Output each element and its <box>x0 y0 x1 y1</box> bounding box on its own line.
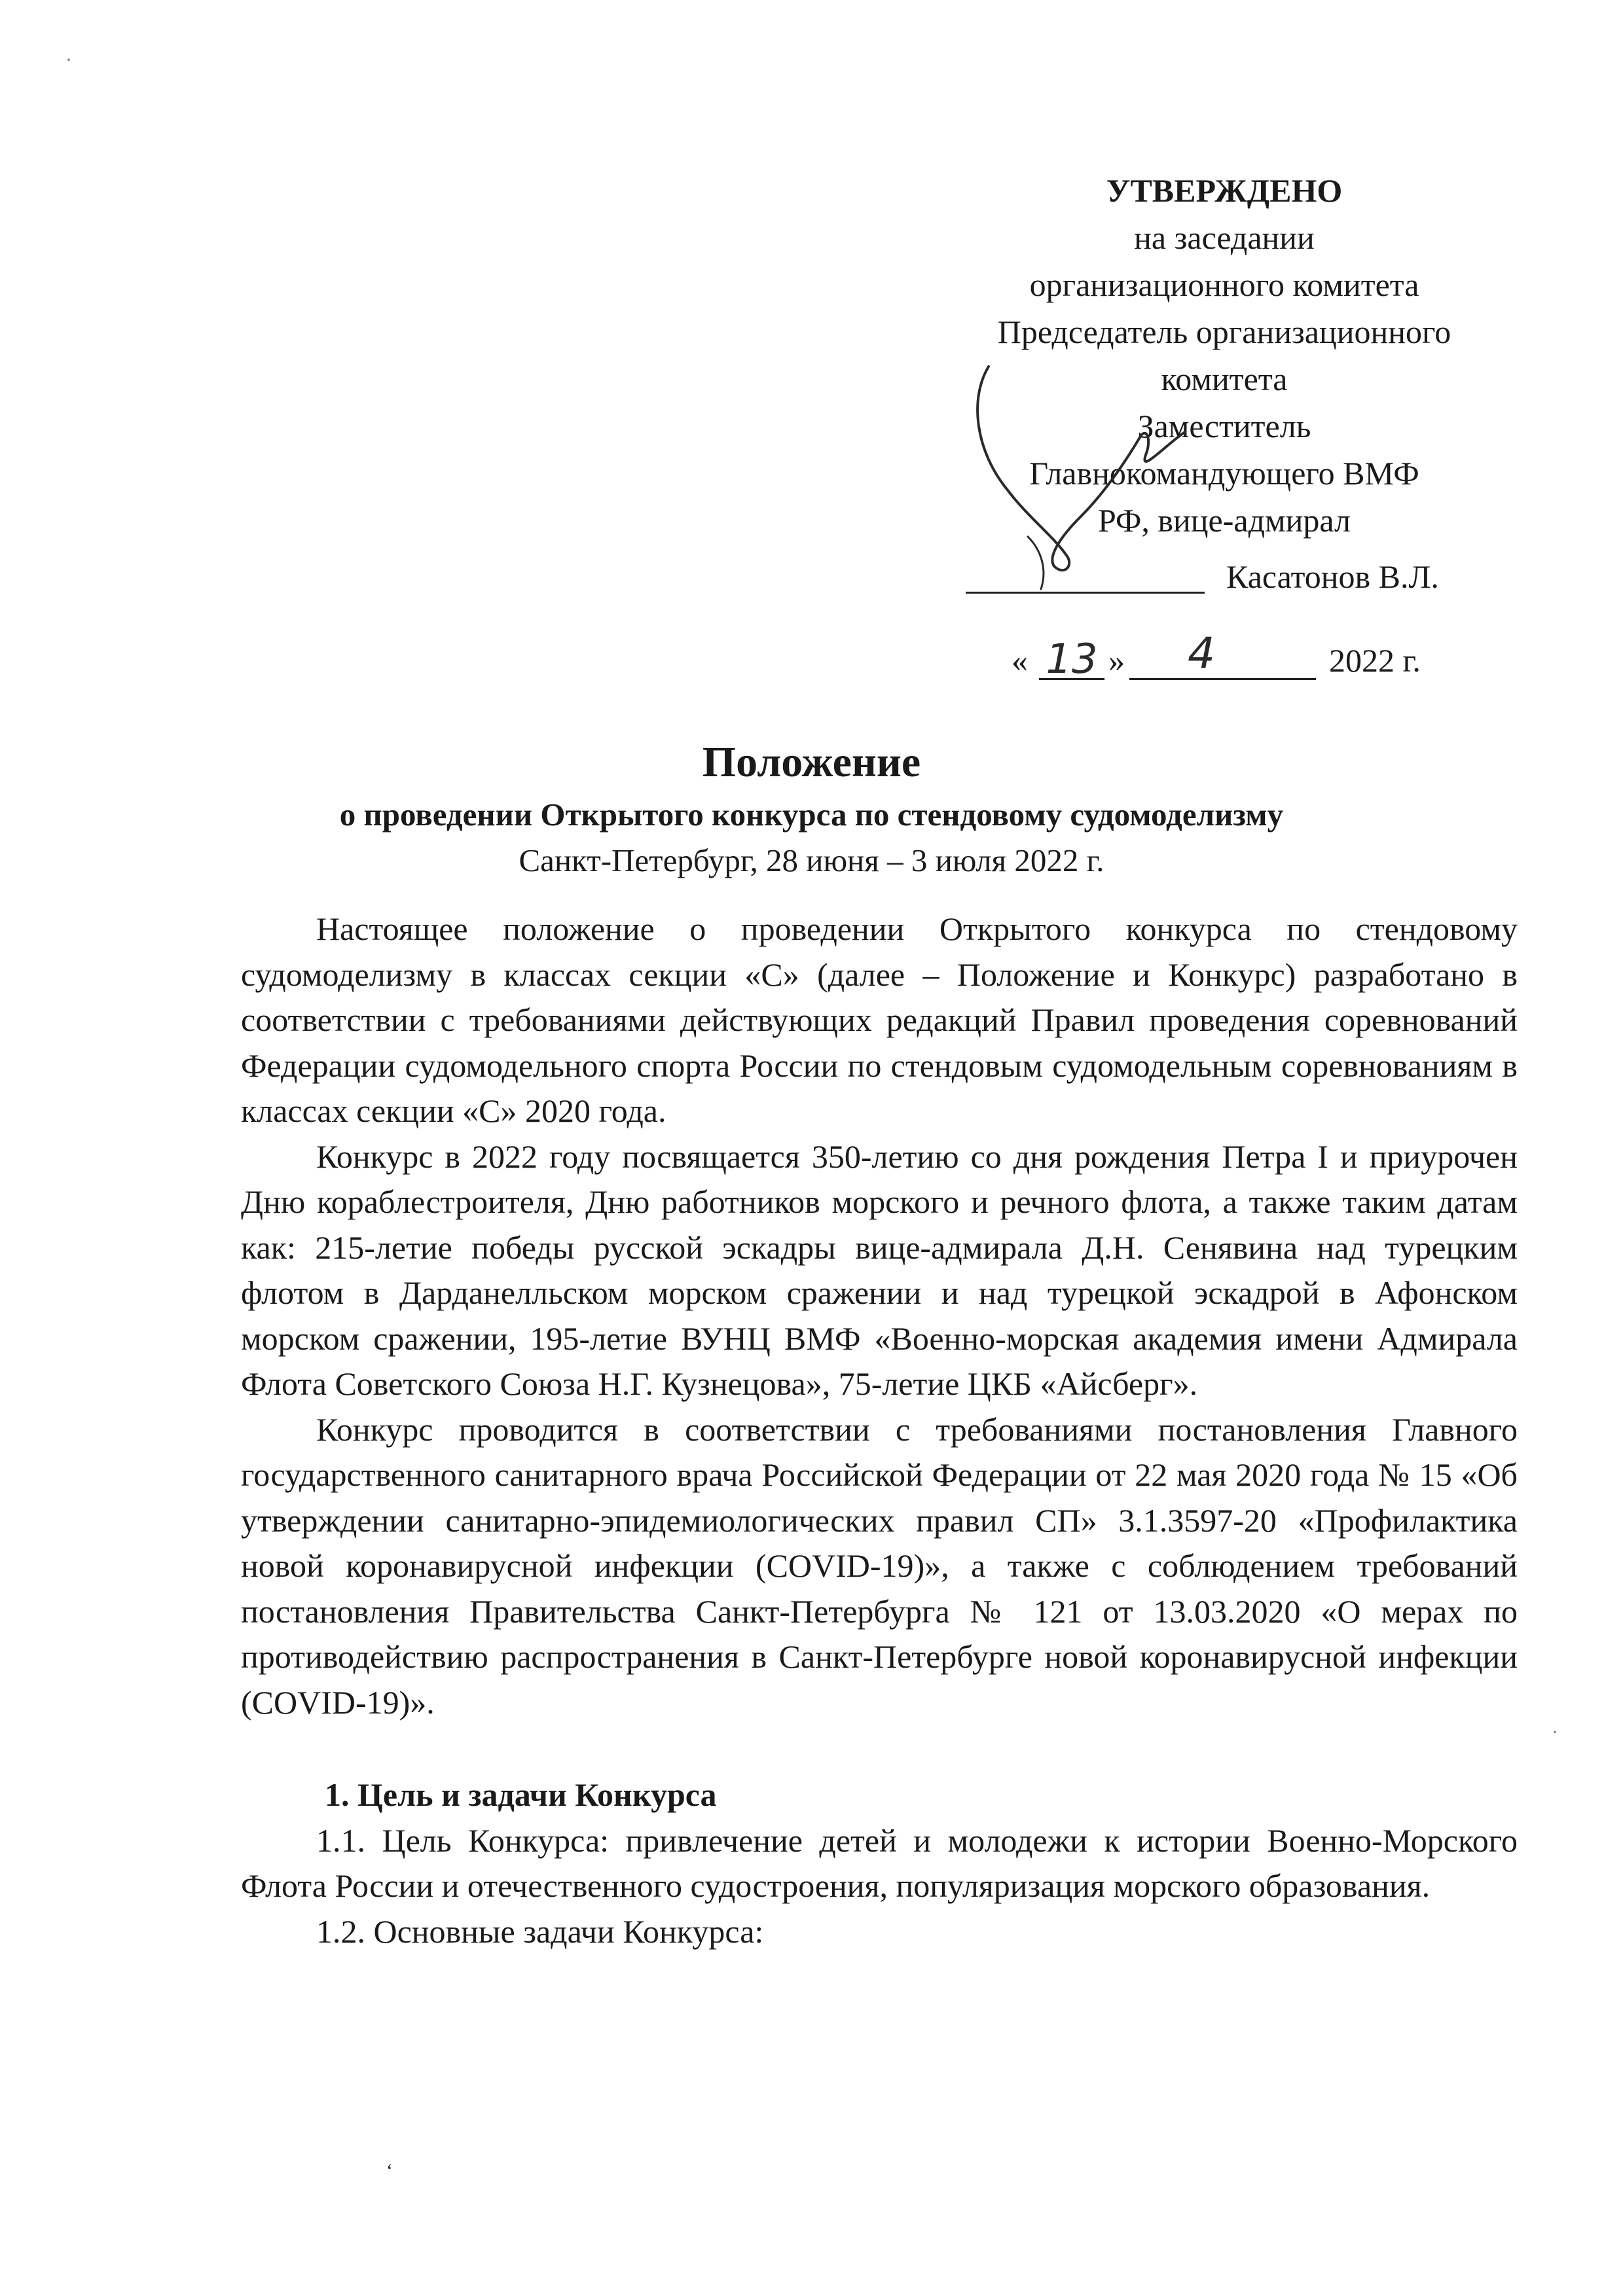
date-day-handwritten: 13 <box>1046 635 1098 683</box>
approval-line: организационного комитета <box>1029 266 1419 303</box>
approval-line: Заместитель <box>1137 408 1311 444</box>
date-open-quote: « <box>1012 642 1028 679</box>
scan-speck: ‘ <box>386 2160 393 2181</box>
paragraph: Конкурс проводится в соответствии с требованиями постановления Главного государственного санитарного врача Российской Федерации от 22 мая 2020 года № 15 «Об утверждении санитарно-эпидемиологических правил СП» 3.1.3597-20 «Профилактика новой коронавирусной инфекции (COVID-19)», а также с соблюдением требований постановления Правительства Санкт-Петербурга № 121 от 13.03.2020 «О мерах по противодействию распространения в Санкт-Петербурге новой коронавирусной инфекции (COVID-19)». <box>241 1410 1518 1721</box>
document-subtitle: о проведении Открытого конкурса по стендовому судомоделизму <box>339 797 1284 833</box>
document-body <box>241 906 1518 1954</box>
paragraph: Настоящее положение о проведении Открытого конкурса по стендовому судомоделизму в классах секции «С» (далее – Положение и Конкурс) разработано в соответствии с требованиями действующих редакций Правил проведения соревнований Федерации судомодельного спорта России по стендовым судомодельным соревнованиям в классах секции «С» 2020 года. <box>241 910 1518 1129</box>
date-year: 2022 г. <box>1329 642 1421 679</box>
approval-line: Главнокомандующего ВМФ <box>1029 455 1419 492</box>
list-item: 1.1. Цель Конкурса: привлечение детей и молодежи к истории Военно-Морского Флота России и отечественного судостроения, популяризация морского образования. <box>241 1821 1518 1904</box>
approval-title: УТВЕРЖДЕНО <box>1106 172 1343 209</box>
approval-line: РФ, вице-адмирал <box>1097 502 1351 539</box>
list-item: 1.2. Основные задачи Конкурса: <box>316 1912 764 1950</box>
approval-line: Председатель организационного <box>997 314 1451 350</box>
approval-line: на заседании <box>1134 219 1315 256</box>
signature-line <box>966 592 1205 594</box>
approval-date <box>1012 628 1509 694</box>
signatory-name: Касатонов В.Л. <box>1226 558 1439 595</box>
date-close-quote: » <box>1108 642 1125 679</box>
section-heading: 1. Цель и задачи Конкурса <box>325 1776 717 1813</box>
scan-speck: · <box>1552 1721 1558 1743</box>
date-month-handwritten: 4 <box>1188 628 1215 679</box>
signature-row <box>966 551 1509 603</box>
paragraph: Конкурс в 2022 году посвящается 350-летию со дня рождения Петра I и приурочен Дню кораблестроителя, Дню работников морского и речного флота, а также таким датам как: 215-летие победы русской эскадры вице-адмирала Д.Н. Сенявина над турецким флотом в Дарданелльском морском сражении и над турецкой эскадрой в Афонском морском сражении, 195-летие ВУНЦ ВМФ «Военно-морская академия имени Адмирала Флота Советского Союза Н.Г. Кузнецова», 75-летие ЦКБ «Айсберг». <box>241 1138 1518 1402</box>
document-place-date: Санкт-Петербург, 28 июня – 3 июля 2022 г. <box>519 842 1104 878</box>
approval-line: комитета <box>1161 361 1288 397</box>
scan-speck: · <box>65 49 72 71</box>
date-day-line <box>1039 678 1104 680</box>
document-title: Положение <box>702 738 921 786</box>
